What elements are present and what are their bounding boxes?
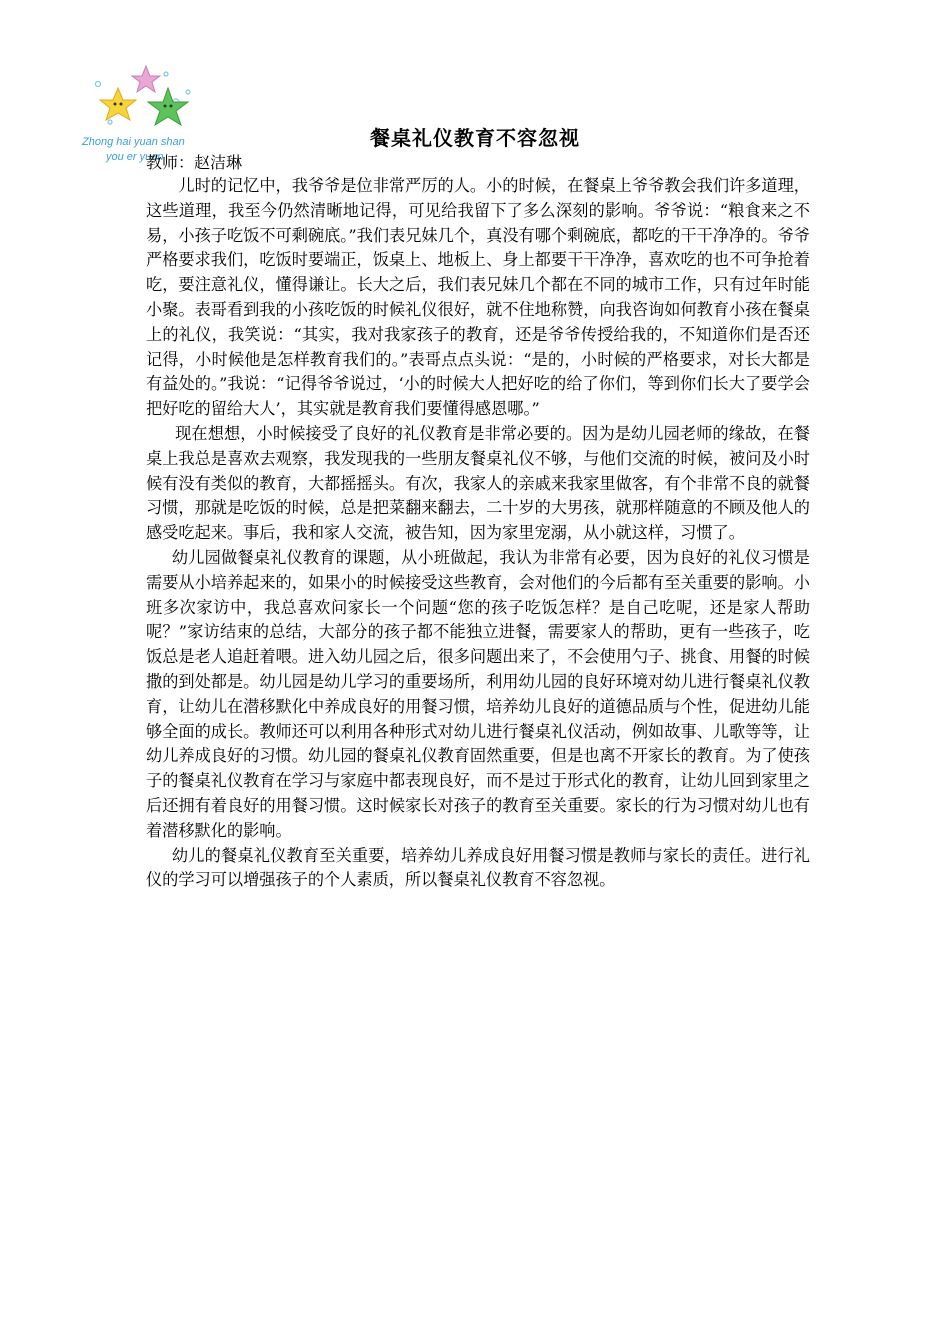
paragraph: 儿时的记忆中，我爷爷是位非常严厉的人。小的时候，在餐桌上爷爷教会我们许多道理，这些道理，我至今仍然清晰地记得，可见给我留下了多么深刻的影响。爷爷说：“粮食来之不易，小孩子吃饭不可剩碗底。”我们表兄妹几个，真没有哪个剩碗底，都吃的干干净净的。爷爷严格要求我们，吃饭时要端正，饭桌上、地板上、身上都要干干净净，喜欢吃的也不可争抢着吃，要注意礼仪，懂得谦让。长大之后，我们表兄妹几个都在不同的城市工作，只有过年时能小聚。表哥看到我的小孩吃饭的时候礼仪很好，就不住地称赞，向我咨询如何教育小孩在餐桌上的礼仪，我笑说：“其实，我对我家孩子的教育，还是爷爷传授给我的，不知道你们是否还记得，小时候他是怎样教育我们的。”表哥点点头说：“是的，小时候的严格要求，对长大都是有益处的。”我说：“记得爷爷说过，‘小的时候大人把好吃的给了你们，等到你们长大了要学会把好吃的留给大人’，其实就是教育我们要懂得感恩哪。” (146, 176, 810, 419)
article-body (146, 174, 810, 893)
author-line: 教师：赵洁琳 (146, 153, 243, 172)
page-title: 餐桌礼仪教育不容忽视 (370, 126, 580, 150)
logo-text-line2: you er yuan (106, 151, 164, 163)
paragraph: 现在想想，小时候接受了良好的礼仪教育是非常必要的。因为是幼儿园老师的缘故，在餐桌上我总是喜欢去观察，我发现我的一些朋友餐桌礼仪不够，与他们交流的时候，被问及小时候有没有类似的教育，大都摇摇头。有次，我家人的亲戚来我家里做客，有个非常不良的就餐习惯，那就是吃饭的时候，总是把菜翻来翻去，二十岁的大男孩，就那样随意的不顾及他人的感受吃起来。事后，我和家人交流，被告知，因为家里宠溺，从小就这样，习惯了。 (146, 423, 810, 543)
logo-text-line1: Zhong hai yuan shan (82, 136, 185, 148)
paragraph: 幼儿园做餐桌礼仪教育的课题，从小班做起，我认为非常有必要，因为良好的礼仪习惯是需要从小培养起来的，如果小的时候接受这些教育，会对他们的今后都有至关重要的影响。小班多次家访中，我总喜欢问家长一个问题“您的孩子吃饭怎样？是自己吃呢，还是家人帮助呢？”家访结束的总结，大部分的孩子都不能独立进餐，需要家人的帮助，更有一些孩子，吃饭总是老人追赶着喂。进入幼儿园之后，很多问题出来了，不会使用勺子、挑食、用餐的时候撒的到处都是。幼儿园是幼儿学习的重要场所，利用幼儿园的良好环境对幼儿进行餐桌礼仪教育，让幼儿在潜移默化中养成良好的用餐习惯，培养幼儿良好的道德品质与个性，促进幼儿能够全面的成长。教师还可以利用各种形式对幼儿进行餐桌礼仪活动，例如故事、儿歌等等，让幼儿养成良好的习惯。幼儿园的餐桌礼仪教育固然重要，但是也离不开家长的教育。为了使孩子的餐桌礼仪教育在学习与家庭中都表现良好，而不是过于形式化的教育，让幼儿回到家里之后还拥有着良好的用餐习惯。这时候家长对孩子的教育至关重要。家长的行为习惯对幼儿也有着潜移默化的影响。 (146, 547, 810, 840)
paragraph: 幼儿的餐桌礼仪教育至关重要，培养幼儿养成良好用餐习惯是教师与家长的责任。进行礼仪的学习可以增强孩子的个人素质，所以餐桌礼仪教育不容忽视。 (146, 845, 810, 890)
